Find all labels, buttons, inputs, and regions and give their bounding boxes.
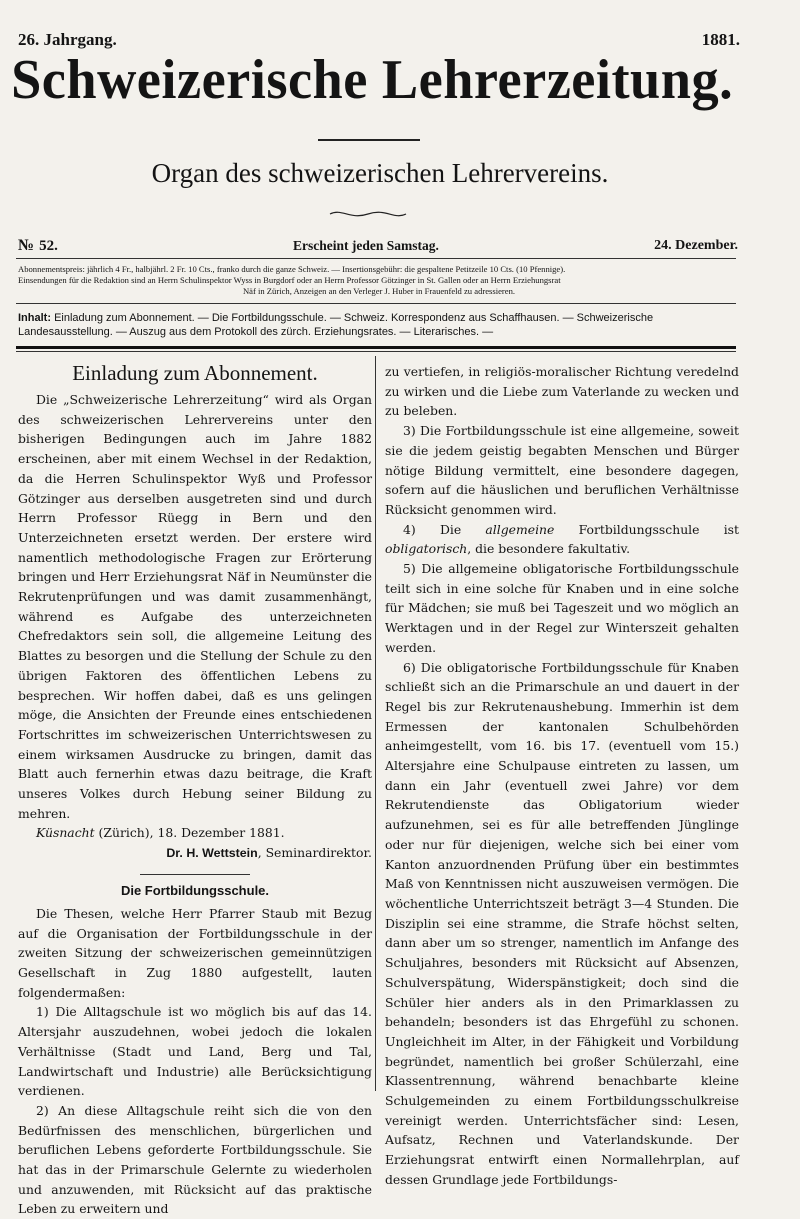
contents-text: Einladung zum Abonnement. — Die Fortbildungsschule. — Schweiz. Korrespondenz aus Schaffhausen. — Schweizerische Landesausstellung. — Auszug aus dem Protokoll des zürch. Erziehungsrates. — Literarisches. — [18, 312, 654, 338]
title-underline [318, 139, 420, 141]
issue-number-value: 52. [39, 238, 58, 254]
thesis-6: 6) Die obligatorische Fortbildungsschule für Knaben schließt sich an die Primarschule an und dauert in der Regel bis zur Rekrutenaushebung. Immerhin ist dem Ermessen der kantonalen Schulbehörden anheimgestellt, vom 16. bis 17. (eventuell vom 15.) Altersjahre eine Schulpause eintreten zu lassen, um dann ein Jahr (eventuell zwei Jahre) vor dem Rekrutendienste das Obligatorium wieder aufzunehmen, sei es für alle betreffenden Jünglinge oder nur für diejenigen, welche sich bei einer vom Kanton anzuordnenden Prüfung über ein bestimmtes Maß von Kenntnissen nicht auszuweisen vermögen. Die wöchentliche Unterrichtszeit beträgt 3—4 Stunden. Die Disziplin sei eine stramme, die Strafe höchst selten, dann aber um so strenger, namentlich im Anfange des Schuljahres, besonders mit Rücksicht auf Absenzen, Schulverspätung, Widerspänstigkeit; doch sind die Schüler hier anders als in den Primarklassen zu behandeln; besonders ist das Ehrgefühl zu schonen. Ungleichheit im Alter, in der Fähigkeit und Vorbildung begründet, namentlich bei großer Schülerzahl, eine Klassentrennung, während benachbarte kleine Schulgemeinden zu einem Fortbildungsschulkreise vereinigt werden. Unterrichtsfächer sind: Lesen, Aufsatz, Rechnen und Vaterlandskunde. Der Erziehungsrat entwirft einen Normallehrplan, auf dessen Grundlage jede Fortbildungs- [385, 659, 739, 1187]
subscription-line-1: Abonnementspreis: jährlich 4 Fr., halbjährl. 2 Fr. 10 Cts., franko durch die ganze Schweiz. — Insertionsgebühr: die gespaltene Petitzeile 10 Cts. (10 Pfennige). [18, 264, 566, 274]
number-sign: № [18, 237, 34, 254]
issue-date: 24. Dezember. [654, 238, 738, 253]
left-column [18, 362, 372, 1219]
issue-number [18, 237, 58, 255]
publication-frequency: Erscheint jeden Samstag. [293, 238, 439, 253]
signature-name: Dr. H. Wettstein [166, 846, 258, 861]
thesis-3: 3) Die Fortbildungsschule ist eine allgemeine, soweit sie die jedem geistig begabten Menschen und Bürger nötige Bildung vermittelt, eine besondere dagegen, sofern auf die häuslichen und beruflichen Verhältnisse Rücksicht genommen wird. [385, 423, 739, 517]
table-of-contents [18, 312, 740, 339]
signature [18, 843, 372, 864]
dateline [18, 823, 372, 843]
masthead-subtitle: Organ des schweizerischen Lehrervereins. [151, 158, 609, 188]
section-separator [140, 874, 250, 875]
thesis-4 [385, 520, 739, 559]
divider-rule [16, 351, 736, 352]
thesis-2-continued: zu vertiefen, in religiös-moralischer Richtung veredelnd zu wirken und die Liebe zum Vaterlande zu wecken und zu beleben. [385, 364, 739, 419]
thesis-4-italic-1: allgemeine [485, 521, 555, 537]
thesis-4-part-a: 4) Die [403, 521, 486, 537]
signature-role: , Seminardirektor. [257, 845, 372, 861]
ornament-flourish-icon [328, 205, 408, 217]
thesis-4-part-b: Fortbildungsschule ist [554, 521, 739, 537]
subscription-info [18, 264, 740, 297]
flourish-icon [328, 208, 408, 220]
divider-rule-thick [16, 346, 736, 349]
volume-label: 26. Jahrgang. [18, 30, 117, 49]
article-heading: Einladung zum Abonnement. [72, 361, 318, 385]
thesis-4-part-c: , die besondere fakultativ. [467, 541, 631, 557]
contents-label: Inhalt: [18, 312, 51, 324]
right-column [385, 362, 739, 1190]
subscription-line-2: Einsendungen für die Redaktion sind an Herrn Schulinspektor Wyss in Burgdorf oder an Herrn Professor Götzinger in St. Gallen oder an Herrn Erziehungsrat [18, 275, 561, 285]
subscription-line-3: Näf in Zürich, Anzeigen an den Verleger J. Huber in Frauenfeld zu adressieren. [242, 286, 516, 296]
year-label: 1881. [701, 30, 740, 49]
masthead-title: Schweizerische Lehrerzeitung. [11, 49, 734, 111]
divider-rule [16, 303, 736, 304]
thesis-2: 2) An diese Alltagschule reiht sich die von den Bedürfnissen des menschlichen, bürgerlichen und beruflichen Lebens geforderte Fortbildungsschule. Sie hat das in der Primarschule Gelernte zu wiederholen und anzuwenden, mit Rücksicht auf das praktische Leben zu erweitern und [18, 1102, 372, 1217]
dateline-place: Küsnacht [36, 825, 95, 841]
article-heading-2: Die Fortbildungsschule. [120, 882, 270, 898]
thesis-5: 5) Die allgemeine obligatorische Fortbildungsschule teilt sich in eine solche für Knaben und in eine solche für Mädchen; sie muß bei Tageszeit und wo möglich an Werktagen und in der Regel zur Winterszeit gehalten werden. [385, 561, 739, 655]
dateline-rest: (Zürich), 18. Dezember 1881. [94, 825, 285, 841]
divider-rule [16, 258, 736, 259]
thesis-4-italic-2: obligatorisch [385, 541, 468, 557]
invitation-paragraph: Die „Schweizerische Lehrerzeitung“ wird als Organ des schweizerischen Lehrervereins unter den bisherigen Bedingungen auch im Jahre 1882 erscheinen, aber mit einem Wechsel in der Redaktion, da die Herren Schulinspektor Wyß und Professor Götzinger aus derselben ausgetreten sind und durch Herrn Professor Rüegg in Bern und den Unterzeichneten ersetzt werden. Der erstere wird namentlich methodologische Fragen zur Erörterung bringen und Herr Erziehungsrat Näf in Neumünster die Rekrutenprüfungen und was damit zusammenhängt, während es Aufgabe des unterzeichneten Chefredaktors sein soll, die allgemeine Leitung des Blattes zu besorgen und die Stellung der Schule zu den übrigen Faktoren des öffentlichen Lebens zu besprechen. Wir hoffen dabei, daß es uns gelingen möge, die Ansichten der Freunde eines entschiedenen Fortschrittes im schweizerischen Unterrichtswesen zu einem wirksamen Ausdrucke zu bringen, damit das Blatt auch fernerhin etwas dazu beitrage, die Kraft unseres Volkes durch Hebung seiner Bildung zu mehren. [18, 392, 372, 821]
intro-paragraph: Die Thesen, welche Herr Pfarrer Staub mit Bezug auf die Organisation der Fortbildungsschule in der zweiten Sitzung der schweizerischen gemeinnützigen Gesellschaft in Zug 1880 aufgestellt, lauten folgendermaßen: [18, 905, 372, 1000]
column-divider [375, 356, 376, 1091]
thesis-1: 1) Die Alltagschule ist wo möglich bis auf das 14. Altersjahr auszudehnen, wobei jedoch die lokalen Verhältnisse (Stadt und Land, Berg und Tal, Landwirtschaft und Industrie) alle Berücksichtigung verdienen. [18, 1004, 372, 1099]
